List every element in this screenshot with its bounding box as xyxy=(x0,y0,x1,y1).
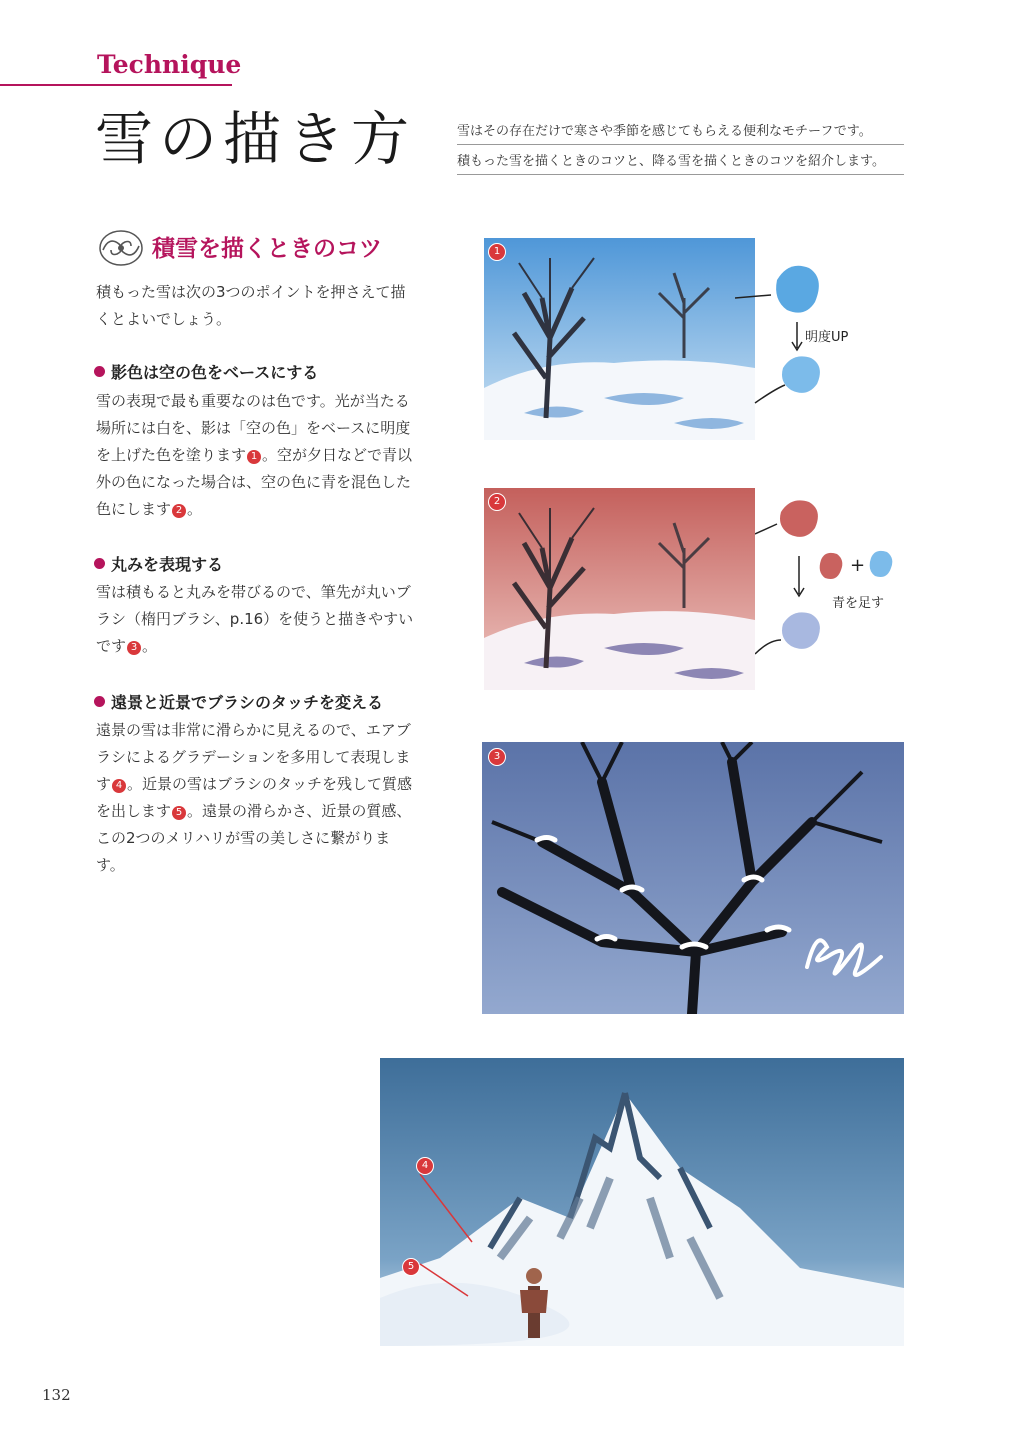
point-heading-text: 影色は空の色をベースにする xyxy=(111,363,319,382)
number-badge: 2 xyxy=(172,504,186,518)
figure-badge-2: 2 xyxy=(488,493,506,511)
swatch-red xyxy=(780,500,818,537)
illustration-snow-mountain xyxy=(380,1058,904,1346)
figure-badge-5: 5 xyxy=(402,1258,420,1276)
point-heading-3 xyxy=(94,690,383,713)
illustration-tree-brush xyxy=(482,742,904,1014)
figure-badge-3: 3 xyxy=(488,748,506,766)
number-badge: 1 xyxy=(247,450,261,464)
point-text-3 xyxy=(96,717,416,879)
page-number: 132 xyxy=(42,1386,71,1404)
illustration-red-sky-snow xyxy=(484,488,755,690)
swatch-blue-small xyxy=(870,551,893,577)
point-text-part: 。 xyxy=(142,637,158,655)
bullet-dot-icon xyxy=(94,696,105,707)
note-brightness-up: 明度UP xyxy=(805,330,849,345)
note-add-blue: 青を足す xyxy=(832,596,885,611)
arrow-down-icon xyxy=(792,322,802,350)
point-heading-text: 遠景と近景でブラシのタッチを変える xyxy=(111,693,384,712)
arrow-down-icon xyxy=(794,556,804,596)
ornament-icon xyxy=(95,226,145,270)
number-badge: 5 xyxy=(172,806,186,820)
point-text-part: 。空が夕日などで青以外の色になった場合は、空の色に青を混色した色にします xyxy=(96,446,413,518)
section-lead: 積もった雪は次の3つのポイントを押さえて描くとよいでしょう。 xyxy=(96,283,406,328)
swatch-red-small xyxy=(820,553,843,579)
number-badge: 3 xyxy=(127,641,141,655)
point-text-part: 雪の表現で最も重要なのは色です。光が当たる場所には白を、影は「空の色」をベースに明度を上げた色を塗ります xyxy=(96,392,411,464)
number-badge: 4 xyxy=(112,779,126,793)
figure-badge-4: 4 xyxy=(416,1157,434,1175)
swatch-sky-base xyxy=(776,266,819,313)
page-title: 雪の描き方 xyxy=(95,105,416,173)
intro-line-1: 雪はその存在だけで寒さや季節を感じてもらえる便利なモチーフです。 xyxy=(457,120,904,145)
point-text-2 xyxy=(96,579,416,660)
point-text-part: 遠景の雪は非常に滑らかに見えるので、エアブラシによるグラデーションを多用して表現します xyxy=(96,721,411,793)
bullet-dot-icon xyxy=(94,366,105,377)
technique-label: Technique xyxy=(97,50,242,79)
point-text-part: 。近景の雪はブラシのタッチを残して質感を出します xyxy=(96,775,413,820)
section-title: 積雪を描くときのコツ xyxy=(152,236,382,262)
swatch-mix xyxy=(782,612,820,649)
intro-line-2: 積もった雪を描くときのコツと、降る雪を描くときのコツを紹介します。 xyxy=(457,150,904,175)
point-heading-text: 丸みを表現する xyxy=(111,555,224,574)
figure-badge-1: 1 xyxy=(488,243,506,261)
point-text-part: 。 xyxy=(187,500,203,518)
point-heading-2 xyxy=(94,552,223,575)
point-heading-1 xyxy=(94,360,318,383)
technique-underline xyxy=(0,84,232,86)
plus-sign: + xyxy=(850,555,866,576)
bullet-dot-icon xyxy=(94,558,105,569)
illustration-blue-sky-snow xyxy=(484,238,755,440)
point-text-part: 。遠景の滑らかさ、近景の質感、この2つのメリハリが雪の美しさに繋がります。 xyxy=(96,802,412,874)
point-text-part: 雪は積もると丸みを帯びるので、筆先が丸いブラシ（楕円ブラシ、p.16）を使うと描きやすいです xyxy=(96,583,414,655)
swatch-sky-light xyxy=(782,356,820,393)
point-text-1 xyxy=(96,388,416,523)
swatch-group-2 xyxy=(755,494,900,664)
